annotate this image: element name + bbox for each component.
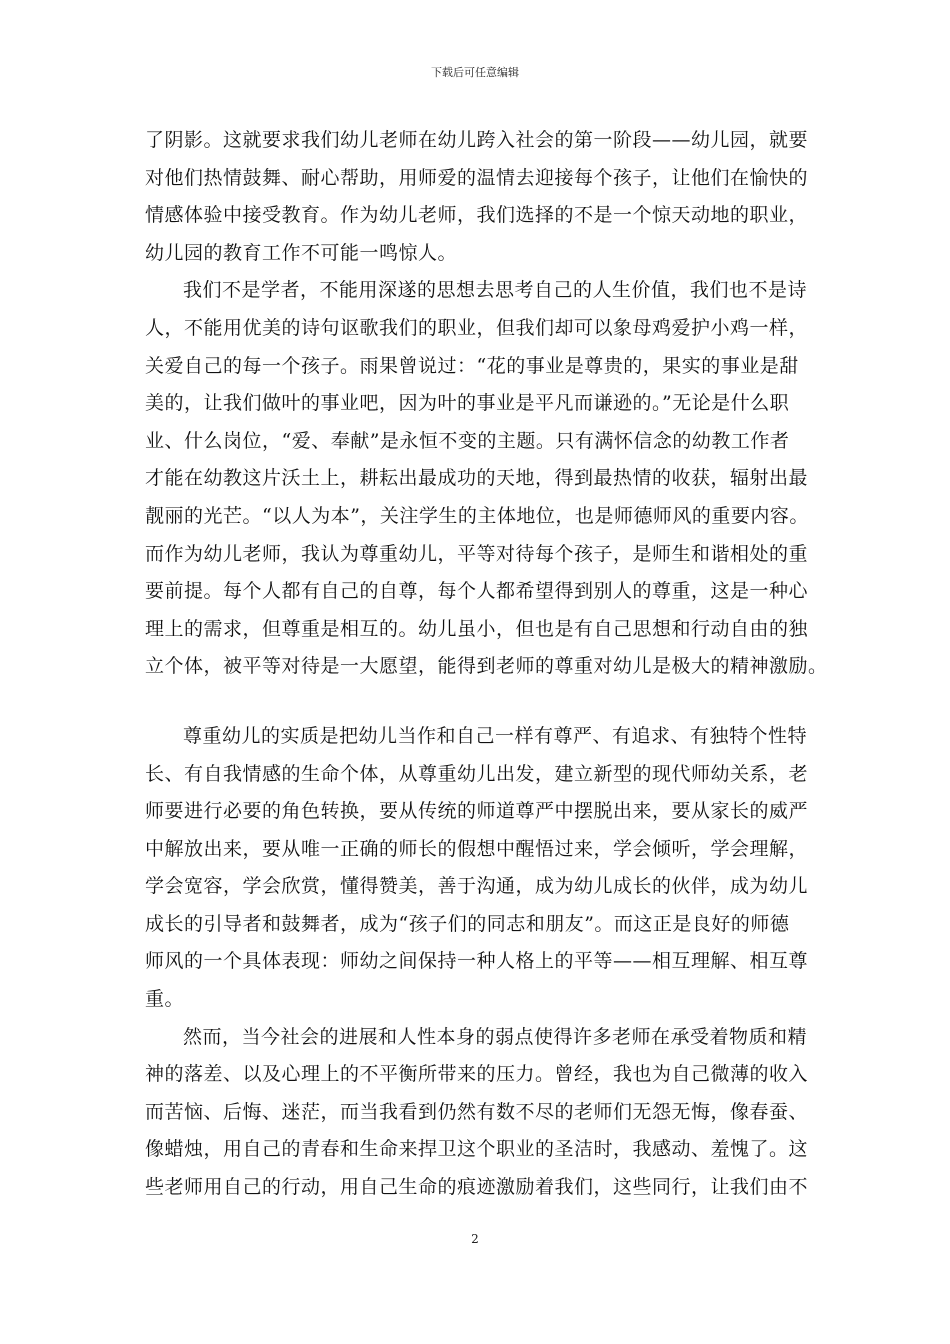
text-line: 了阴影。这就要求我们幼儿老师在幼儿跨入社会的第一阶段——幼儿园，就要 (145, 129, 809, 151)
text-line: 情感体验中接受教育。作为幼儿老师，我们选择的不是一个惊天动地的职业， (145, 204, 809, 227)
text-line: 人，不能用优美的诗句讴歌我们的职业，但我们却可以象母鸡爱护小鸡一样， (145, 316, 809, 339)
text-line: 业、什么岗位，“爱、奉献”是永恒不变的主题。只有满怀信念的幼教工作者 (145, 429, 790, 452)
paragraph-2 (145, 272, 828, 686)
text-line: 我们不是学者，不能用深遂的思想去思考自己的人生价值，我们也不是诗 (183, 279, 808, 302)
text-line: 像蜡烛，用自己的青春和生命来捍卫这个职业的圣洁时，我感动、羞愧了。这 (145, 1138, 809, 1161)
text-line: 成长的引导者和鼓舞者，成为“孩子们的同志和朋友”。而这正是良好的师德 (145, 912, 790, 935)
text-line: 才能在幼教这片沃土上，耕耘出最成功的天地，得到最热情的收获，辐射出最 (145, 467, 809, 490)
text-line: 尊重幼儿的实质是把幼儿当作和自己一样有尊严、有追求、有独特个性特 (183, 724, 808, 747)
text-line: 神的落差、以及心理上的不平衡所带来的压力。曾经，我也为自己微薄的收入 (145, 1063, 809, 1086)
text-line: 要前提。每个人都有自己的自尊，每个人都希望得到别人的尊重，这是一种心 (145, 580, 809, 603)
paragraph-3 (145, 718, 817, 1019)
text-line: 长、有自我情感的生命个体，从尊重幼儿出发，建立新型的现代师幼关系，老 (145, 762, 809, 785)
text-line: 美的，让我们做叶的事业吧，因为叶的事业是平凡而谦逊的。”无论是什么职 (145, 392, 790, 415)
document-body (145, 122, 828, 1207)
text-line: 然而，当今社会的进展和人性本身的弱点使得许多老师在承受着物质和精 (183, 1025, 808, 1048)
text-line: 重。 (145, 988, 185, 1011)
paragraph-spacer (145, 686, 817, 718)
text-line: 师要进行必要的角色转换，要从传统的师道尊严中摆脱出来，要从家长的威严 (145, 800, 809, 823)
page-header (0, 66, 950, 80)
page-footer (0, 1232, 950, 1246)
page-number: 2 (471, 1232, 479, 1246)
text-line: 学会宽容，学会欣赏，懂得赞美，善于沟通，成为幼儿成长的伙伴，成为幼儿 (145, 875, 809, 898)
text-line: 对他们热情鼓舞、耐心帮助，用师爱的温情去迎接每个孩子，让他们在愉快的 (145, 166, 809, 189)
text-line: 师风的一个具体表现：师幼之间保持一种人格上的平等——相互理解、相互尊 (145, 950, 809, 973)
header-text: 下载后可任意编辑 (431, 66, 519, 79)
text-line: 而作为幼儿老师，我认为尊重幼儿，平等对待每个孩子，是师生和谐相处的重 (145, 542, 809, 565)
text-line: 幼儿园的教育工作不可能一鸣惊人。 (145, 241, 458, 264)
paragraph-1 (145, 122, 817, 272)
text-line: 而苦恼、后悔、迷茫，而当我看到仍然有数不尽的老师们无怨无悔，像春蚕、 (145, 1100, 809, 1123)
paragraph-4 (145, 1019, 817, 1207)
text-line: 立个体，被平等对待是一大愿望，能得到老师的尊重对幼儿是极大的精神激励。 (145, 655, 828, 678)
text-line: 理上的需求，但尊重是相互的。幼儿虽小，但也是有自己思想和行动自由的独 (145, 617, 809, 640)
text-line: 中解放出来，要从唯一正确的师长的假想中醒悟过来，学会倾听，学会理解， (145, 837, 809, 860)
text-line: 关爱自己的每一个孩子。雨果曾说过：“花的事业是尊贵的，果实的事业是甜 (145, 354, 799, 377)
text-line: 些老师用自己的行动，用自己生命的痕迹激励着我们，这些同行，让我们由不 (145, 1176, 809, 1199)
text-line: 靓丽的光芒。“以人为本”，关注学生的主体地位，也是师德师风的重要内容。 (145, 504, 809, 527)
